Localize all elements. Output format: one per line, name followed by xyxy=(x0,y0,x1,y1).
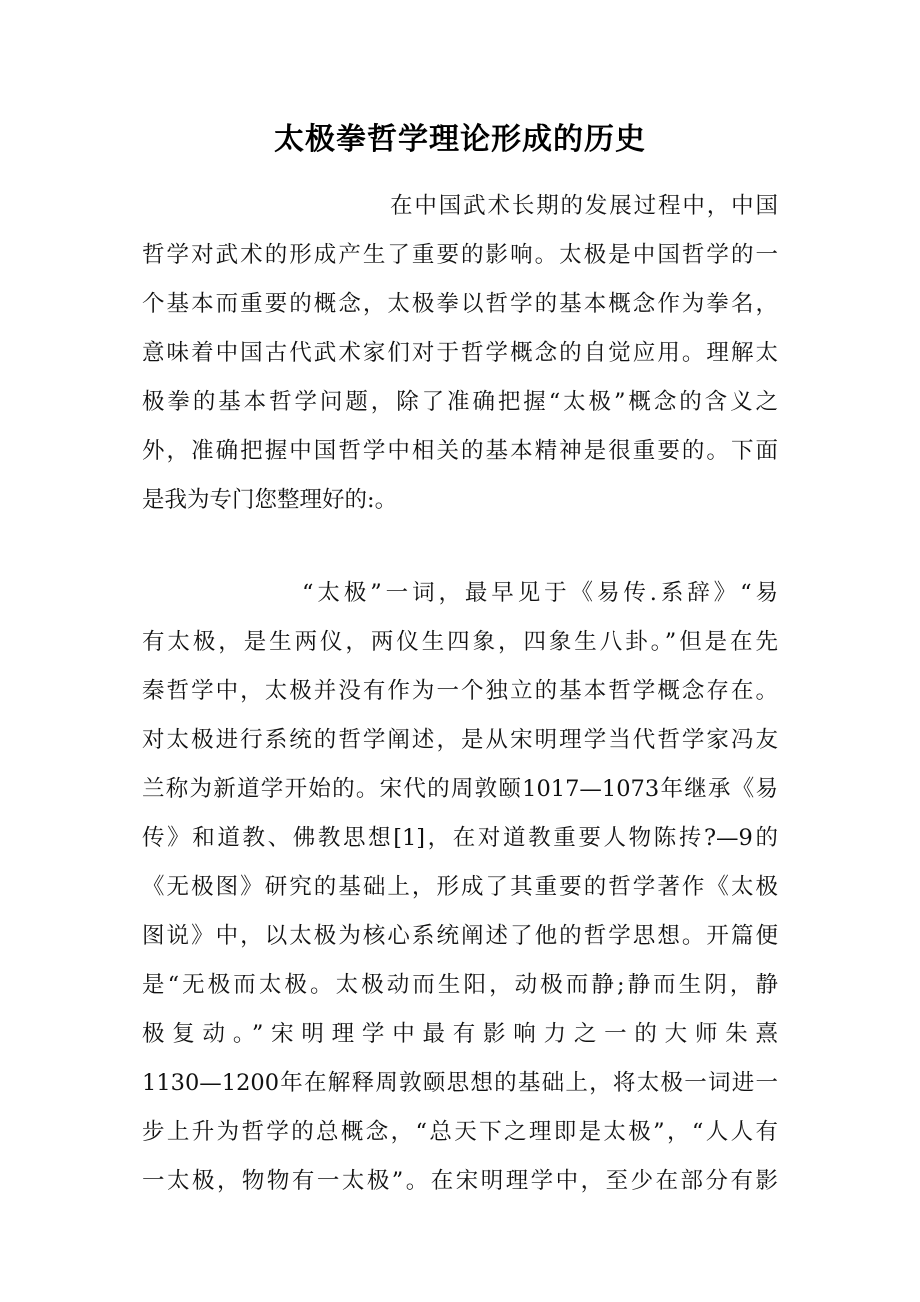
paragraph-2-line-4: 对太极进行系统的哲学阐述，是从宋明理学当代哲学家冯友 xyxy=(142,727,778,753)
paragraph-2-line-8: 图说》中，以太极为核心系统阐述了他的哲学思想。开篇便 xyxy=(142,923,778,949)
paragraph-2-line-6: 传》和道教、佛教思想[1]，在对道教重要人物陈抟?—9的 xyxy=(142,825,778,851)
paragraph-1-line-1: 在中国武术长期的发展过程中，中国 xyxy=(390,193,778,219)
paragraph-2-line-5: 兰称为新道学开始的。宋代的周敦颐1017—1073年继承《易 xyxy=(142,776,778,802)
paragraph-1-line-4: 意味着中国古代武术家们对于哲学概念的自觉应用。理解太 xyxy=(142,340,778,366)
paragraph-2-line-1: “太极”一词，最早见于《易传.系辞》“易 xyxy=(302,580,778,606)
paragraph-1-line-7: 是我为专门您整理好的:。 xyxy=(142,487,398,513)
paragraph-2-line-13: 一太极，物物有一太极”。在宋明理学中，至少在部分有影 xyxy=(142,1168,778,1194)
paragraph-1-line-3: 个基本而重要的概念，太极拳以哲学的基本概念作为拳名， xyxy=(142,291,778,317)
paragraph-1-line-5: 极拳的基本哲学问题，除了准确把握“太极”概念的含义之 xyxy=(142,389,778,415)
paragraph-2-line-10: 极复动。”宋明理学中最有影响力之一的大师朱熹 xyxy=(142,1021,778,1047)
paragraph-2-line-2: 有太极，是生两仪，两仪生四象，四象生八卦。”但是在先 xyxy=(142,629,778,655)
paragraph-2-line-11: 1130—1200年在解释周敦颐思想的基础上，将太极一词进一 xyxy=(142,1070,778,1096)
paragraph-2-line-12: 步上升为哲学的总概念，“总天下之理即是太极”，“人人有 xyxy=(142,1119,778,1145)
paragraph-2-line-9: 是“无极而太极。太极动而生阳，动极而静;静而生阴，静 xyxy=(142,972,778,998)
paragraph-2-line-3: 秦哲学中，太极并没有作为一个独立的基本哲学概念存在。 xyxy=(142,678,778,704)
paragraph-1-line-2: 哲学对武术的形成产生了重要的影响。太极是中国哲学的一 xyxy=(142,242,778,268)
paragraph-2-line-7: 《无极图》研究的基础上，形成了其重要的哲学著作《太极 xyxy=(142,874,778,900)
paragraph-1-line-6: 外，准确把握中国哲学中相关的基本精神是很重要的。下面 xyxy=(142,438,778,464)
document-title: 太极拳哲学理论形成的历史 xyxy=(274,122,646,157)
